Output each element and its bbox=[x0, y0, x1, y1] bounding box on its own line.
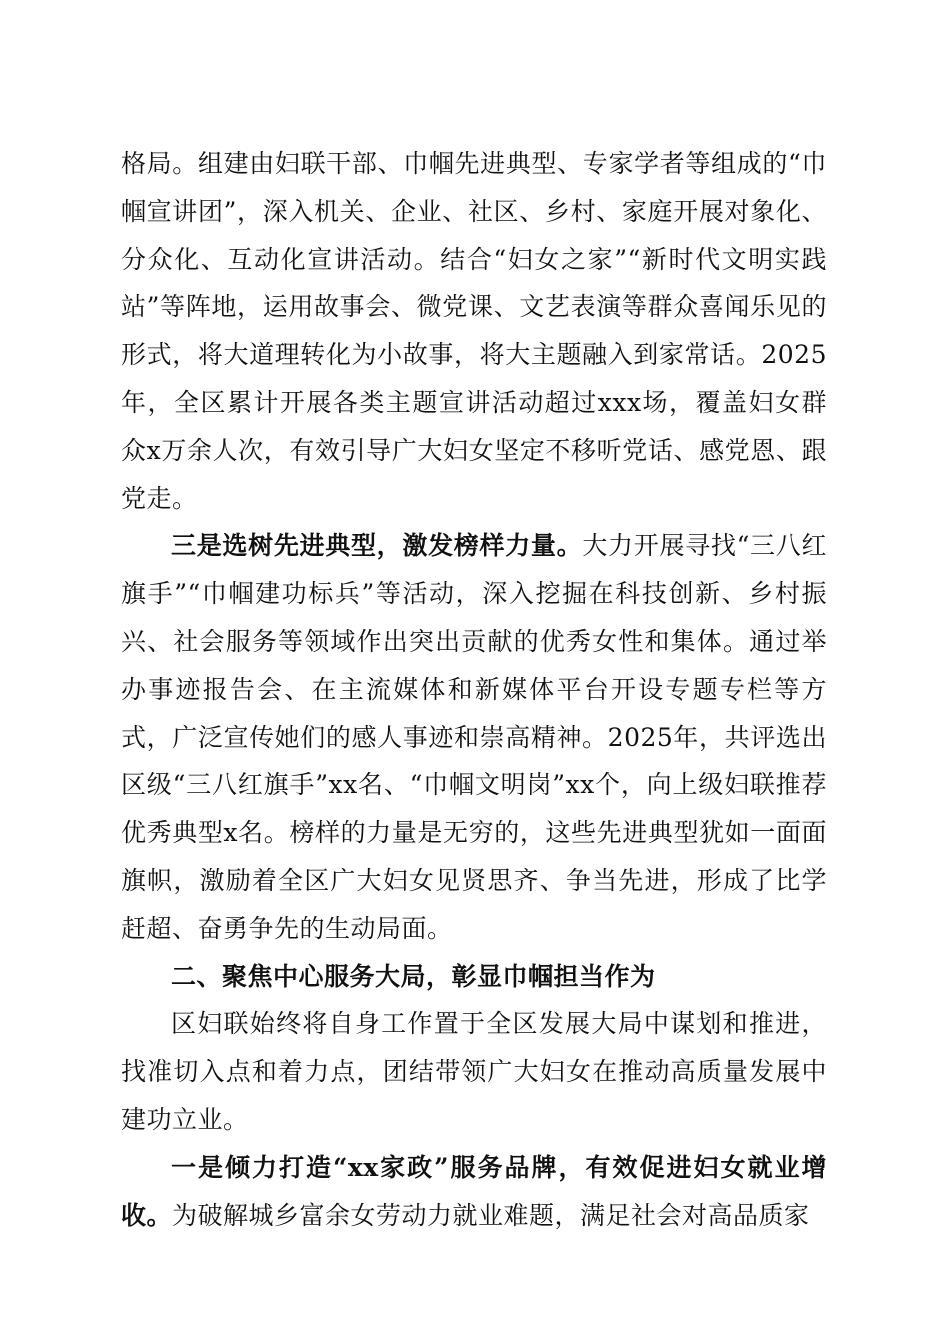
paragraph-text: 大力开展寻找“三八红旗手”“巾帼建功标兵”等活动，深入挖掘在科技创新、乡村振兴、社会服务等领域作出突出贡献的优秀女性和集体。通过举办事迹报告会、在主流媒体和新媒体平台开设专题专栏等方式，广泛宣传她们的感人事迹和崇高精神。2025年，共评选出区级“三八红旗手”xx名、“巾帼文明岗”xx个，向上级妇联推荐优秀典型x名。榜样的力量是无穷的，这些先进典型犹如一面面旗帜，激励着全区广大妇女见贤思齐、争当先进，形成了比学赶超、奋勇争先的生动局面。 bbox=[121, 531, 827, 943]
paragraph-lead: 三是选树先进典型，激发榜样力量。 bbox=[171, 531, 583, 561]
paragraph-text: 格局。组建由妇联干部、巾帼先进典型、专家学者等组成的“巾帼宣讲团”，深入机关、企业、社区、乡村、家庭开展对象化、分众化、互动化宣讲活动。结合“妇女之家”“新时代文明实践站”等阵地，运用故事会、微党课、文艺表演等群众喜闻乐见的形式，将大道理转化为小故事，将大主题融入到家常话。2025年，全区累计开展各类主题宣讲活动超过xxx场，覆盖妇女群众x万余人次，有效引导广大妇女坚定不移听党话、感党恩、跟党走。 bbox=[121, 149, 827, 513]
paragraph-text: 区妇联始终将自身工作置于全区发展大局中谋划和推进，找准切入点和着力点，团结带领广大妇女在推动高质量发展中建功立业。 bbox=[121, 1009, 827, 1134]
paragraph-housekeeping-brand bbox=[121, 1144, 827, 1240]
paragraph-role-models bbox=[121, 522, 827, 952]
paragraph-propaganda-pattern bbox=[121, 140, 827, 522]
document-body bbox=[121, 140, 827, 1239]
section-heading-two bbox=[121, 953, 827, 1001]
paragraph-section-intro bbox=[121, 1000, 827, 1143]
paragraph-lead: 一是倾力打造“xx家政”服务品牌，有效促进妇女就业增收。 bbox=[121, 1152, 827, 1230]
section-heading-text: 二、聚焦中心服务大局，彰显巾帼担当作为 bbox=[171, 961, 656, 991]
paragraph-text: 为破解城乡富余女劳动力就业难题，满足社会对高品质家 bbox=[172, 1200, 810, 1230]
